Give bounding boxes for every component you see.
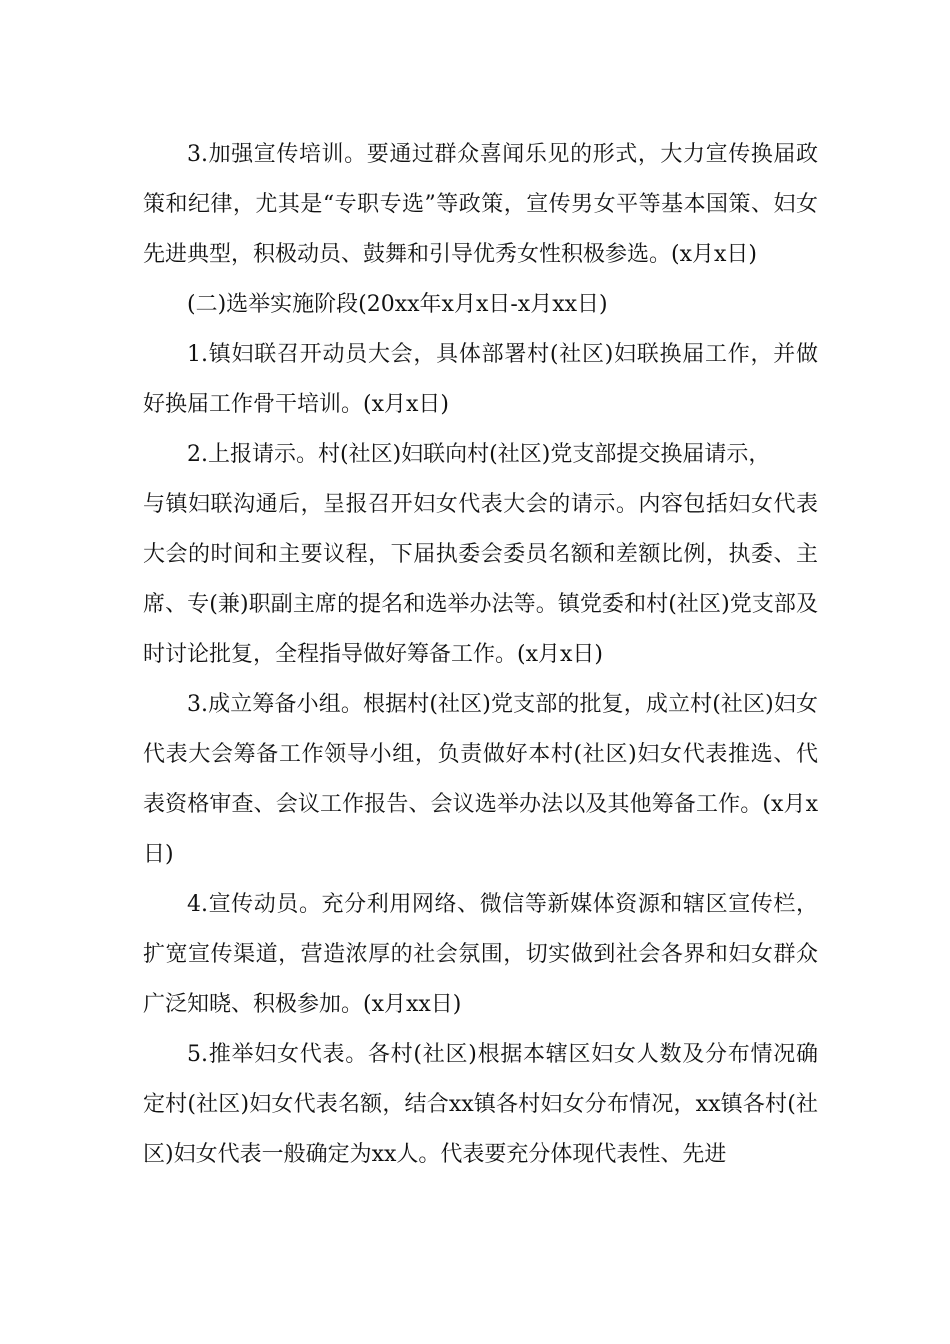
- document-body: [143, 130, 818, 1180]
- paragraph-report-request-continued: 与镇妇联沟通后，呈报召开妇女代表大会的请示。内容包括妇女代表大会的时间和主要议程，下届执委会委员名额和差额比例，执委、主席、专(兼)职副主席的提名和选举办法等。镇党委和村(社区)党支部及时讨论批复，全程指导做好筹备工作。(x月x日): [143, 492, 818, 667]
- paragraph-publicity-mobilization: 4.宣传动员。充分利用网络、微信等新媒体资源和辖区宣传栏，扩宽宣传渠道，营造浓厚的社会氛围，切实做到社会各界和妇女群众广泛知晓、积极参加。(x月xx日): [143, 892, 818, 1017]
- section-heading-election-stage: (二)选举实施阶段(20xx年x月x日-x月xx日): [187, 292, 608, 317]
- paragraph-report-request: 2.上报请示。村(社区)妇联向村(社区)党支部提交换届请示，: [187, 442, 771, 467]
- paragraph-publicity-training: 3.加强宣传培训。要通过群众喜闻乐见的形式，大力宣传换届政策和纪律，尤其是“专职专选”等政策，宣传男女平等基本国策、妇女先进典型，积极动员、鼓舞和引导优秀女性积极参选。(x月x日): [143, 142, 818, 267]
- paragraph-mobilization-meeting: 1.镇妇联召开动员大会，具体部署村(社区)妇联换届工作，并做好换届工作骨干培训。(x月x日): [143, 342, 818, 417]
- paragraph-preparatory-group: 3.成立筹备小组。根据村(社区)党支部的批复，成立村(社区)妇女代表大会筹备工作领导小组，负责做好本村(社区)妇女代表推选、代表资格审查、会议工作报告、会议选举办法以及其他筹备工作。(x月x日): [143, 692, 818, 867]
- paragraph-elect-representatives: 5.推举妇女代表。各村(社区)根据本辖区妇女人数及分布情况确定村(社区)妇女代表名额，结合xx镇各村妇女分布情况，xx镇各村(社区)妇女代表一般确定为xx人。代表要充分体现代表性、先进: [143, 1042, 818, 1167]
